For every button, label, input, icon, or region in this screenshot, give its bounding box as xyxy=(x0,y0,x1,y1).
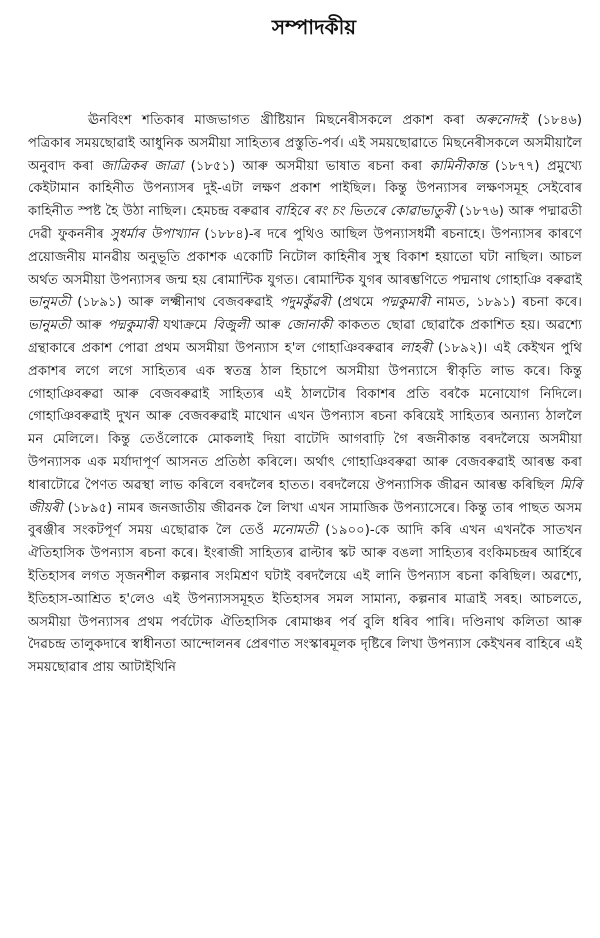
body-text-run: (১৮৯৫) নামৰ জনজাতীয় জীৱনক লৈ লিখা এখন সামাজিক উপন্যাসেৰে। কিন্তু তাৰ পাছত অসম বুৰঞ্জীৰ সংকটপূৰ্ণ সময় এছোৱাক লৈ তেওঁ xyxy=(28,500,582,539)
body-text-run: (১৮৪৬) পত্ৰিকাৰ সময়ছোৱাই আধুনিক অসমীয়া সাহিত্যৰ প্ৰস্তুতি-পৰ্ব। এই সময়ছোৱাতে মিছনেৰীসকলে অসমীয়ালৈ অনুবাদ কৰা xyxy=(28,113,582,174)
page-title: সম্পাদকীয় xyxy=(271,15,357,39)
body-text-run: (১৮৮৪)-ৰ দৰে পুথিও আছিল উপন্যাসধৰ্মী ৰচনাহে। উপন্যাসৰ কাৰণে প্ৰয়োজনীয় মানৱীয় অনুভূতি প্ৰকাশক একোটি নিটোল কাহিনীৰ সুস্থ বিকাশ হয়াতো ঘটা নাছিল। আচল অৰ্থত অসমীয়া উপন্যাসৰ জন্ম হয় ৰোমান্টিক যুগত। ৰোমান্টিক যুগৰ আৰম্ভণিতে পদ্মনাথ গোহাঞি বৰুৱাই xyxy=(28,226,582,288)
work-title-text: জোনাকী xyxy=(286,318,333,334)
work-title-text: মনোমতী xyxy=(272,523,318,539)
work-title-text: সুধৰ্মাৰ উপাখ্যান xyxy=(110,226,199,242)
body-paragraph xyxy=(28,110,582,680)
work-title-text: ভানুমতী xyxy=(28,318,71,334)
work-title-text: ভানুমতী xyxy=(28,295,71,311)
work-title-text: অৰুনোদই xyxy=(474,113,527,128)
work-title-text: জাত্ৰিকৰ জাত্ৰা xyxy=(100,158,184,174)
body-text-run: আৰু xyxy=(70,318,108,334)
body-text-run: নামত, ১৮৯১) ৰচনা কৰে। xyxy=(429,295,582,311)
body-text-run: ঊনবিংশ শতিকাৰ মাজভাগত খ্ৰীষ্টিয়ান মিছনেৰীসকলে প্ৰকাশ কৰা xyxy=(88,113,475,128)
body-text-run: যথাক্ৰমে xyxy=(157,318,213,334)
body-text-run: (১৮৭৭) প্ৰমুখ্যে কেইটামান কাহিনীত উপন্যাসৰ দুই-এটা লক্ষণ প্ৰকাশ পাইছিল। কিন্তু উপন্যাসৰ লক্ষণসমূহ সেইবোৰ কাহিনীত স্পষ্ট হৈ উঠা নাছিল। হেমচন্দ্ৰ বৰুৱাৰ xyxy=(28,158,582,220)
body-text-run: (১৮৭৬) আৰু পদ্মাৱতী দেৱী ফুকননীৰ xyxy=(28,204,582,242)
body-text-run: (প্ৰথমে xyxy=(330,295,381,311)
work-title-text: পদ্মকুমাৰী xyxy=(380,295,430,311)
work-title-text: বিজুলী xyxy=(212,318,250,334)
body-text-run: (১৮৯১) আৰু লক্ষ্মীনাথ বেজবৰুৱাই xyxy=(70,295,280,311)
body-text-run: (১৮৯২)। এই কেইখন পুথি প্ৰকাশৰ লগে লগে সাহিত্যৰ এক স্বতন্ত্ৰ ঠাল হিচাপে অসমীয়া উপন্যাসে স্বীকৃতি লাভ কৰে। কিন্তু গোহাঞিবৰুৱা আৰু বেজবৰুৱাই সাহিত্যৰ এই ঠালটোৰ বিকাশৰ প্ৰতি বৰকৈ মনোযোগ নিদিলে। গোহাঞিবৰুৱাই দুখন আৰু বেজবৰুৱাই মাথোন এখন উপন্যাস ৰচনা কৰিয়েই সাহিত্যৰ অন্যান্য ঠাললৈ মন মেলিলে। কিন্তু তেওঁলোকে মোকলাই দিয়া বাটেদি আগবাঢ়ি গৈ ৰজনীকান্ত বৰদলৈয়ে অসমীয়া উপন্যাসক এক মৰ্যাদাপূৰ্ণ আসনত প্ৰতিষ্ঠা কৰিলে। অৰ্থাৎ গোহাঞিবৰুৱা আৰু বেজবৰুৱাই আৰম্ভ কৰা ধাৰাটোৱে পৈণত অৱস্থা লাভ কৰিলে বৰদলৈৰ হাতত। বৰদলৈয়ে ঔপন্যাসিক জীৱন আৰম্ভ কৰিছিল xyxy=(28,340,582,493)
work-title-text: পদ্মকুমাৰী xyxy=(107,318,158,334)
work-title-text: পদুমকুঁৱৰী xyxy=(279,295,331,311)
body-text-run: কাকতত ছোৱা ছোৱাকৈ প্ৰকাশিত হয়। অৱশ্যে গ্ৰন্থাকাৰে প্ৰকাশ পোৱা প্ৰথম অসমীয়া উপন্যাস হ'ল গোহাঞিবৰুৱাৰ xyxy=(28,318,582,356)
body-text-run: (১৮৫১) আৰু অসমীয়া ভাষাত ৰচনা কৰা xyxy=(183,158,430,174)
work-title-text: কামিনীকান্ত xyxy=(429,158,488,174)
work-title-text: বাহিৰে ৰং চং ভিতৰে কোৱাভাতুৰী xyxy=(274,204,455,220)
body-text-run: (১৯০০)-কে আদি কৰি এখন এখনকৈ সাতখন ঐতিহাসিক উপন্যাস ৰচনা কৰে। ইংৰাজী সাহিত্যৰ ৱাল্টাৰ স্কট আৰু বঙলা সাহিত্যৰ বংকিমচন্দ্ৰৰ আৰ্হিৰে ইতিহাসৰ লগত সৃজনশীল কল্পনাৰ সংমিশ্ৰণ ঘটাই বৰদলৈয়ে এই লানি উপন্যাস ৰচনা কৰিছিল। অৱশ্যে, ইতিহাস-আশ্ৰিত হ'লেও এই উপন্যাসসমূহত ইতিহাসৰ সমল সামান্য, কল্পনাৰ মাত্ৰাই সৰহ। আচলতে, অসমীয়া উপন্যাসৰ প্ৰথম পৰ্বটোক ঐতিহাসিক ৰোমাঞ্চৰ পৰ্ব বুলি ধৰিব পাৰি। দণ্ডিনাথ কলিতা আৰু দৈৱচন্দ্ৰ তালুকদাৰে স্বাধীনতা আন্দোলনৰ প্ৰেৰণাত সংস্কাৰমূলক দৃষ্টিৰে লিখা উপন্যাস কেইখনৰ বাহিৰে এই সময়ছোৱাৰ প্ৰায় আটাইখিনি xyxy=(28,523,583,676)
body-text-run: আৰু xyxy=(249,318,287,334)
work-title-text: মিৰি জীয়ৰী xyxy=(28,477,582,516)
work-title-text: লাহৰী xyxy=(400,340,432,356)
